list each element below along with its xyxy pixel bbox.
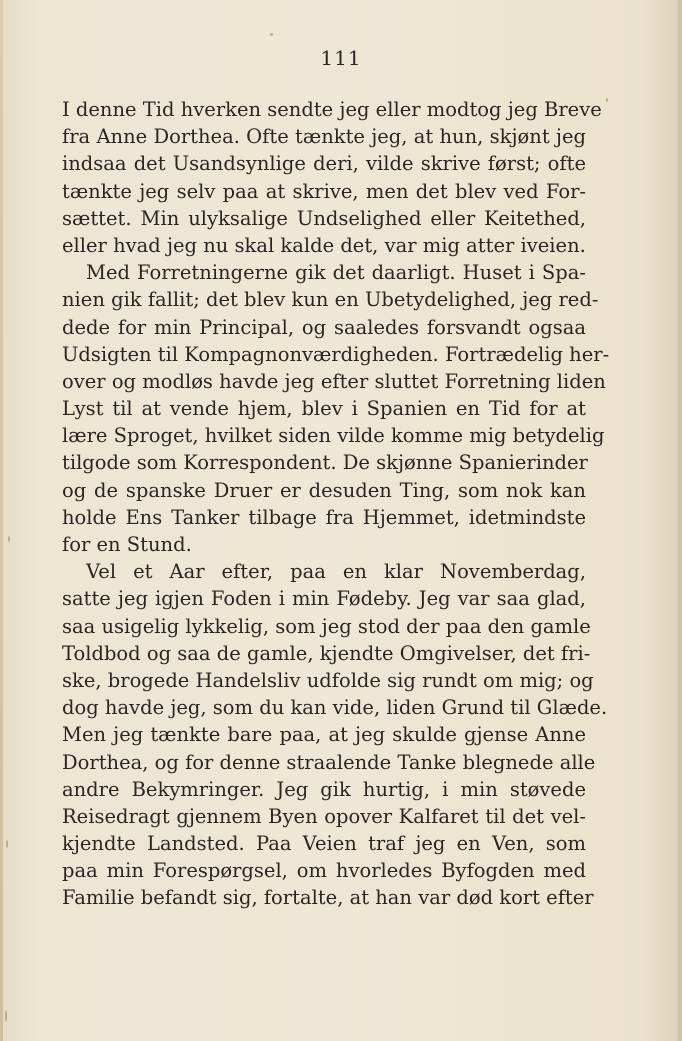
text-line: holde Ens Tanker tilbage fra Hjemmet, idetmindste [62,505,586,529]
text-line: paa min Forespørgsel, om hvorledes Byfogden med [62,859,586,883]
text-line: Familie befandt sig, fortalte, at han var død kort efter [62,886,594,910]
text-line: fra Anne Dorthea. Ofte tænkte jeg, at hun, skjønt jeg [62,125,586,149]
page-left-edge [0,0,3,1041]
text-line: Med Forretningerne gik det daarligt. Huset i Spa- [86,261,586,285]
text-line: I denne Tid hverken sendte jeg eller modtog jeg Breve [62,98,602,121]
text-line: satte jeg igjen Foden i min Fødeby. Jeg var saa glad, [62,587,586,611]
text-line: sættet. Min ulyksalige Undselighed eller Keitethed, [62,206,586,230]
paper-speck [8,536,10,542]
text-line: saa usigelig lykkelig, som jeg stod der paa den gamle [62,614,591,638]
text-line: tænkte jeg selv paa at skrive, men det blev ved For- [62,179,586,203]
text-line: Lyst til at vende hjem, blev i Spanien en Tid for at [62,397,586,421]
text-line: Udsigten til Kompagnonværdigheden. Fortrædelig her- [62,342,610,366]
text-line: nien gik fallit; det blev kun en Ubetydelighed, jeg red- [62,288,599,312]
text-line: dede for min Principal, og saaledes forsvandt ogsaa [62,315,586,339]
text-line: Vel et Aar efter, paa en klar Novemberdag, [86,560,586,584]
text-line: dog havde jeg, som du kan vide, liden Grund til Glæde. [62,696,608,720]
paper-speck [270,33,273,36]
page-number: 111 [320,46,362,70]
text-line: lære Sproget, hvilket siden vilde komme mig betydelig [62,424,605,448]
text-line: kjendte Landsted. Paa Veien traf jeg en Ven, som [62,832,586,856]
page-right-edge [678,0,682,1041]
text-line: ske, brogede Handelsliv udfolde sig rundt om mig; og [62,668,594,692]
text-line: Men jeg tænkte bare paa, at jeg skulde gjense Anne [62,723,586,747]
body-text [62,96,610,912]
paper-speck [6,840,8,848]
text-line: tilgode som Korrespondent. De skjønne Spanierinder [62,451,588,475]
text-line: Reisedragt gjennem Byen opover Kalfaret til det vel- [62,804,586,828]
text-line: for en Stund. [62,533,192,556]
text-line: andre Bekymringer. Jeg gik hurtig, i min støvede [62,777,586,801]
text-line: indsaa det Usandsynlige deri, vilde skrive først; ofte [62,152,586,176]
text-line: eller hvad jeg nu skal kalde det, var mig atter iveien. [62,233,586,257]
text-line: og de spanske Druer er desuden Ting, som nok kan [62,478,586,502]
text-line: Dorthea, og for denne straalende Tanke blegnede alle [62,750,596,774]
text-line: Toldbod og saa de gamle, kjendte Omgivelser, det fri- [62,641,591,665]
text-line: over og modløs havde jeg efter sluttet Forretning liden [62,369,606,393]
paper-speck [5,1010,7,1022]
paper-speck [606,98,608,102]
